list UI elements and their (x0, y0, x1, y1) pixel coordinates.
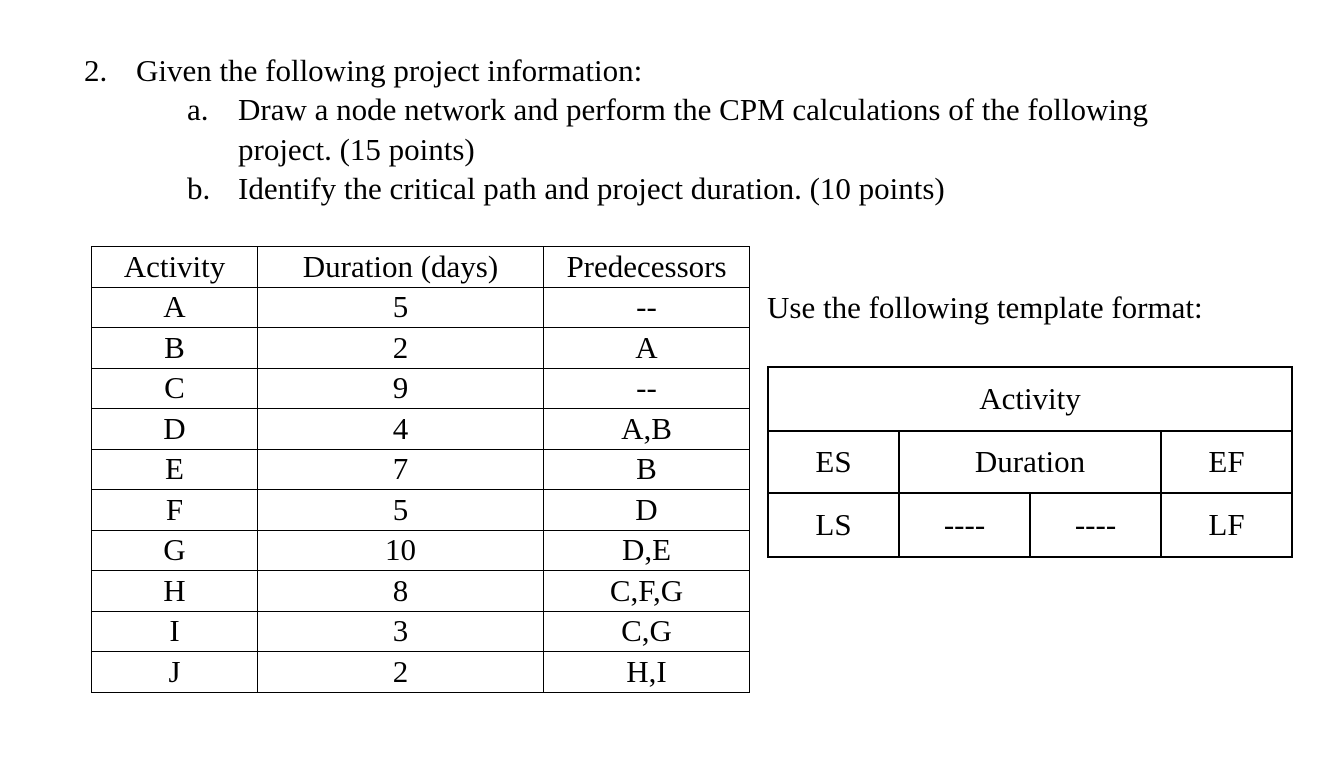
cell-activity: D (92, 409, 258, 450)
template-es: ES (768, 431, 899, 493)
template-ef: EF (1161, 431, 1292, 493)
cell-predecessors: C,G (544, 611, 750, 652)
cell-duration: 5 (258, 287, 544, 328)
template-duration: Duration (899, 431, 1161, 493)
table-row (92, 287, 750, 328)
cell-activity: F (92, 490, 258, 531)
question-number: 2. (84, 53, 108, 88)
cell-activity: C (92, 368, 258, 409)
table-row (92, 611, 750, 652)
cell-activity: I (92, 611, 258, 652)
cell-duration: 4 (258, 409, 544, 450)
question-prompt: Given the following project information: (136, 53, 643, 88)
table-row (92, 652, 750, 693)
cell-predecessors: A,B (544, 409, 750, 450)
cell-predecessors: B (544, 449, 750, 490)
table-row (92, 409, 750, 450)
part-b-label: b. (187, 171, 211, 206)
table-row (92, 530, 750, 571)
template-ls: LS (768, 493, 899, 557)
header-activity: Activity (92, 247, 258, 288)
cell-predecessors: D (544, 490, 750, 531)
template-late-row (768, 493, 1292, 557)
cell-activity: H (92, 571, 258, 612)
cell-duration: 2 (258, 652, 544, 693)
cell-predecessors: D,E (544, 530, 750, 571)
template-title-row (768, 367, 1292, 431)
cpm-node-template (767, 366, 1293, 558)
template-early-row (768, 431, 1292, 493)
header-duration: Duration (days) (258, 247, 544, 288)
table-header-row (92, 247, 750, 288)
cell-predecessors: H,I (544, 652, 750, 693)
cell-duration: 3 (258, 611, 544, 652)
table-row (92, 490, 750, 531)
cell-duration: 7 (258, 449, 544, 490)
cell-duration: 9 (258, 368, 544, 409)
cell-duration: 2 (258, 328, 544, 369)
cell-duration: 5 (258, 490, 544, 531)
part-a-text-line2: project. (15 points) (238, 132, 475, 167)
cell-activity: B (92, 328, 258, 369)
table-row (92, 571, 750, 612)
cell-activity: A (92, 287, 258, 328)
template-blank-1: ---- (899, 493, 1030, 557)
template-activity: Activity (768, 367, 1292, 431)
template-blank-2: ---- (1030, 493, 1161, 557)
part-b-text: Identify the critical path and project duration. (10 points) (238, 171, 945, 206)
template-lf: LF (1161, 493, 1292, 557)
cell-activity: G (92, 530, 258, 571)
table-row (92, 328, 750, 369)
table-row (92, 368, 750, 409)
cell-duration: 8 (258, 571, 544, 612)
activity-table (91, 246, 750, 693)
cell-duration: 10 (258, 530, 544, 571)
cell-activity: E (92, 449, 258, 490)
table-row (92, 449, 750, 490)
cell-predecessors: -- (544, 287, 750, 328)
template-caption: Use the following template format: (767, 290, 1203, 325)
cell-activity: J (92, 652, 258, 693)
cell-predecessors: A (544, 328, 750, 369)
cell-predecessors: C,F,G (544, 571, 750, 612)
part-a-text-line1: Draw a node network and perform the CPM calculations of the following (238, 92, 1148, 127)
cell-predecessors: -- (544, 368, 750, 409)
part-a-label: a. (187, 92, 209, 127)
header-predecessors: Predecessors (544, 247, 750, 288)
